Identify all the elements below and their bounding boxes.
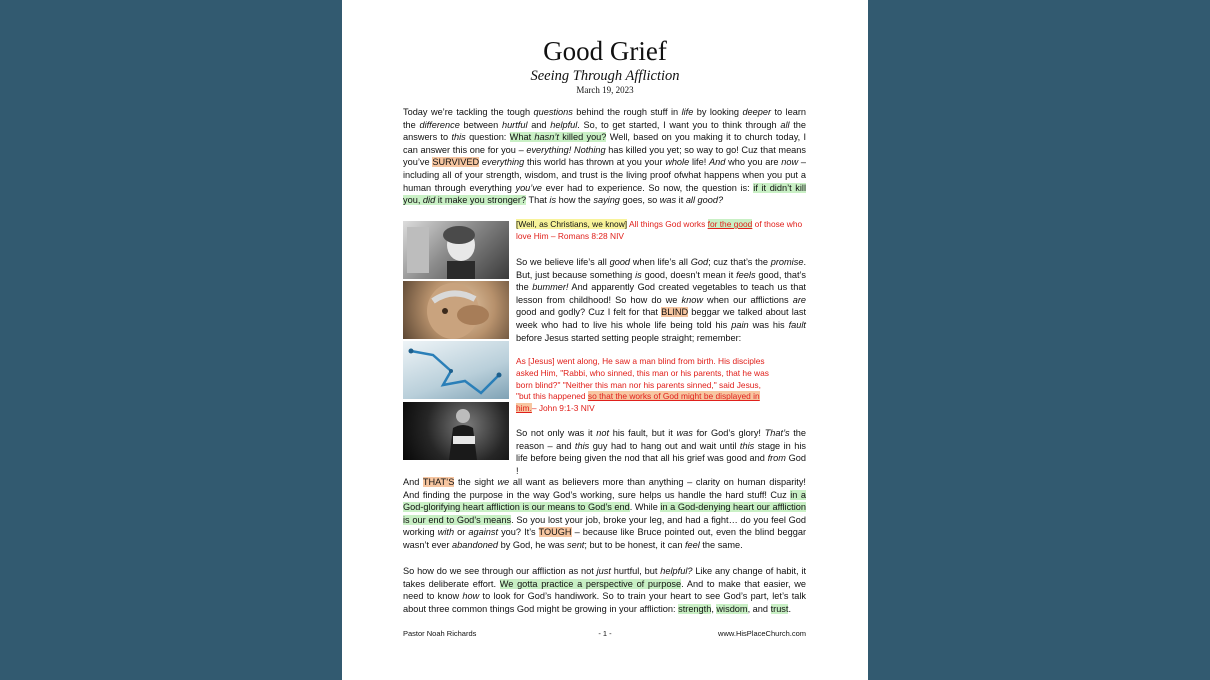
highlight-stronger-question: if it didn’t kill you, did it make you stronger? <box>403 182 806 206</box>
scripture-romans: [Well, as Christians, we know] All things God works for the good of those who love Him – Romans 8:28 NIV <box>516 219 803 241</box>
paragraph-gods-glory: So not only was it not his fault, but it was for God’s glory! That’s the reason – and this guy had to hang out and wait until this stage in his life before being given the nod that all his grief was good and from God ! <box>516 428 807 476</box>
page-subtitle: Seeing Through Affliction <box>530 68 680 84</box>
highlight-question: What hasn’t killed you? <box>509 132 607 143</box>
scripture-john: As [Jesus] went along, He saw a man blind from birth. His disciples asked Him, "Rabbi, who sinned, this man or his parents, that he was born blind?" "Neither this man nor his parents sinned," said Jesus, "but this happened so that the works of God might be displayed in him.– John 9:1-3 NIV <box>516 356 769 414</box>
highlight-blind: BLIND <box>661 307 689 318</box>
footer-website: www.HisPlaceChurch.com <box>718 629 806 638</box>
highlight-survived: SURVIVED <box>432 157 480 168</box>
highlight-wisdom: wisdom <box>716 603 748 614</box>
highlight-strength: strength <box>678 603 712 614</box>
paragraph-all-good: So we believe life’s all good when life’s all God; cuz that’s the promise. But, just because something is good, doesn’t mean it feels good, that’s the bummer! And apparently God created vegetables to teach us that lesson from childhood! So how do we know when our afflictions are good and godly? Cuz I felt for that BLIND beggar we talked about last week who had to live his whole life being told his pain was his fault before Jesus started setting people straight; remember: <box>516 257 806 343</box>
paragraph-intro: Today we’re tackling the tough questions behind the rough stuff in life by looking deeper to learn the difference between hurtful and helpful. So, to get started, I want you to think through all the answers to this question: What hasn’t killed you? Well, based on you making it to church today, I can answer this one for you – everything! Nothing has killed you yet; so way to go! Cuz that means you’ve SURVIVED everything this world has thrown at you your whole life! And who you are now – including all of your strength, wisdom, and trust is the living proof ofwhat happens when you put a human through everything you’ve ever had to experience. So now, the question is: if it didn’t kill you, did it make you stronger? That is how the saying goes, so was it all good? <box>403 107 807 206</box>
footer-author: Pastor Noah Richards <box>403 629 477 638</box>
photo-map-path <box>403 341 509 399</box>
highlight-thats: THAT’S <box>422 477 455 487</box>
highlight-christians-know: [Well, as Christians, we know] <box>516 219 628 229</box>
photo-woman-laughing <box>403 221 509 279</box>
highlight-god-glorifying: in a God-glorifying heart affliction is our means to God’s end <box>403 489 806 513</box>
highlight-for-the-good: for the good <box>707 219 753 229</box>
photo-man-reading-bible <box>403 402 509 460</box>
footer-page-number: - 1 - <box>598 629 612 638</box>
paragraph-thats-the-sight: And THAT’S the sight we all want as believers more than anything – clarity on human disparity! And finding the purpose in the way God’s working, sure helps us handle the hard stuff! Cuz in a God-glorifying heart affliction is our means to God’s end. While in a God-denying heart our affliction is our end to God’s means. So you lost your job, broke your leg, and had a fight… do you feel God working with or against you? It’s TOUGH – because like Bruce pointed out, even the blind beggar wasn’t ever abandoned by God, he was sent; but to be honest, it can feel the same. <box>403 477 806 550</box>
photo-man-covering-eye <box>403 281 509 339</box>
highlight-works-of-god: so that the works of God might be displayed in him. <box>516 391 760 414</box>
page-date: March 19, 2023 <box>576 85 634 95</box>
paragraph-perspective: So how do we see through our affliction as not just hurtful, but helpful? Like any change of habit, it takes deliberate effort. We gotta practice a perspective of purpose. And to make that easier, we need to know how to look for God’s handiwork. So to train your heart to see God’s part, let’s talk about three common things God might be growing in your affliction: strength, wisdom, and trust. <box>403 566 807 614</box>
page-title: Good Grief <box>543 36 667 66</box>
highlight-tough: TOUGH <box>538 527 572 538</box>
document-page <box>342 0 868 680</box>
highlight-god-denying: in a God-denying heart our affliction is our end to God’s means <box>403 502 806 525</box>
highlight-perspective-of-purpose: We gotta practice a perspective of purpose <box>499 578 682 589</box>
highlight-trust: trust <box>770 603 789 614</box>
